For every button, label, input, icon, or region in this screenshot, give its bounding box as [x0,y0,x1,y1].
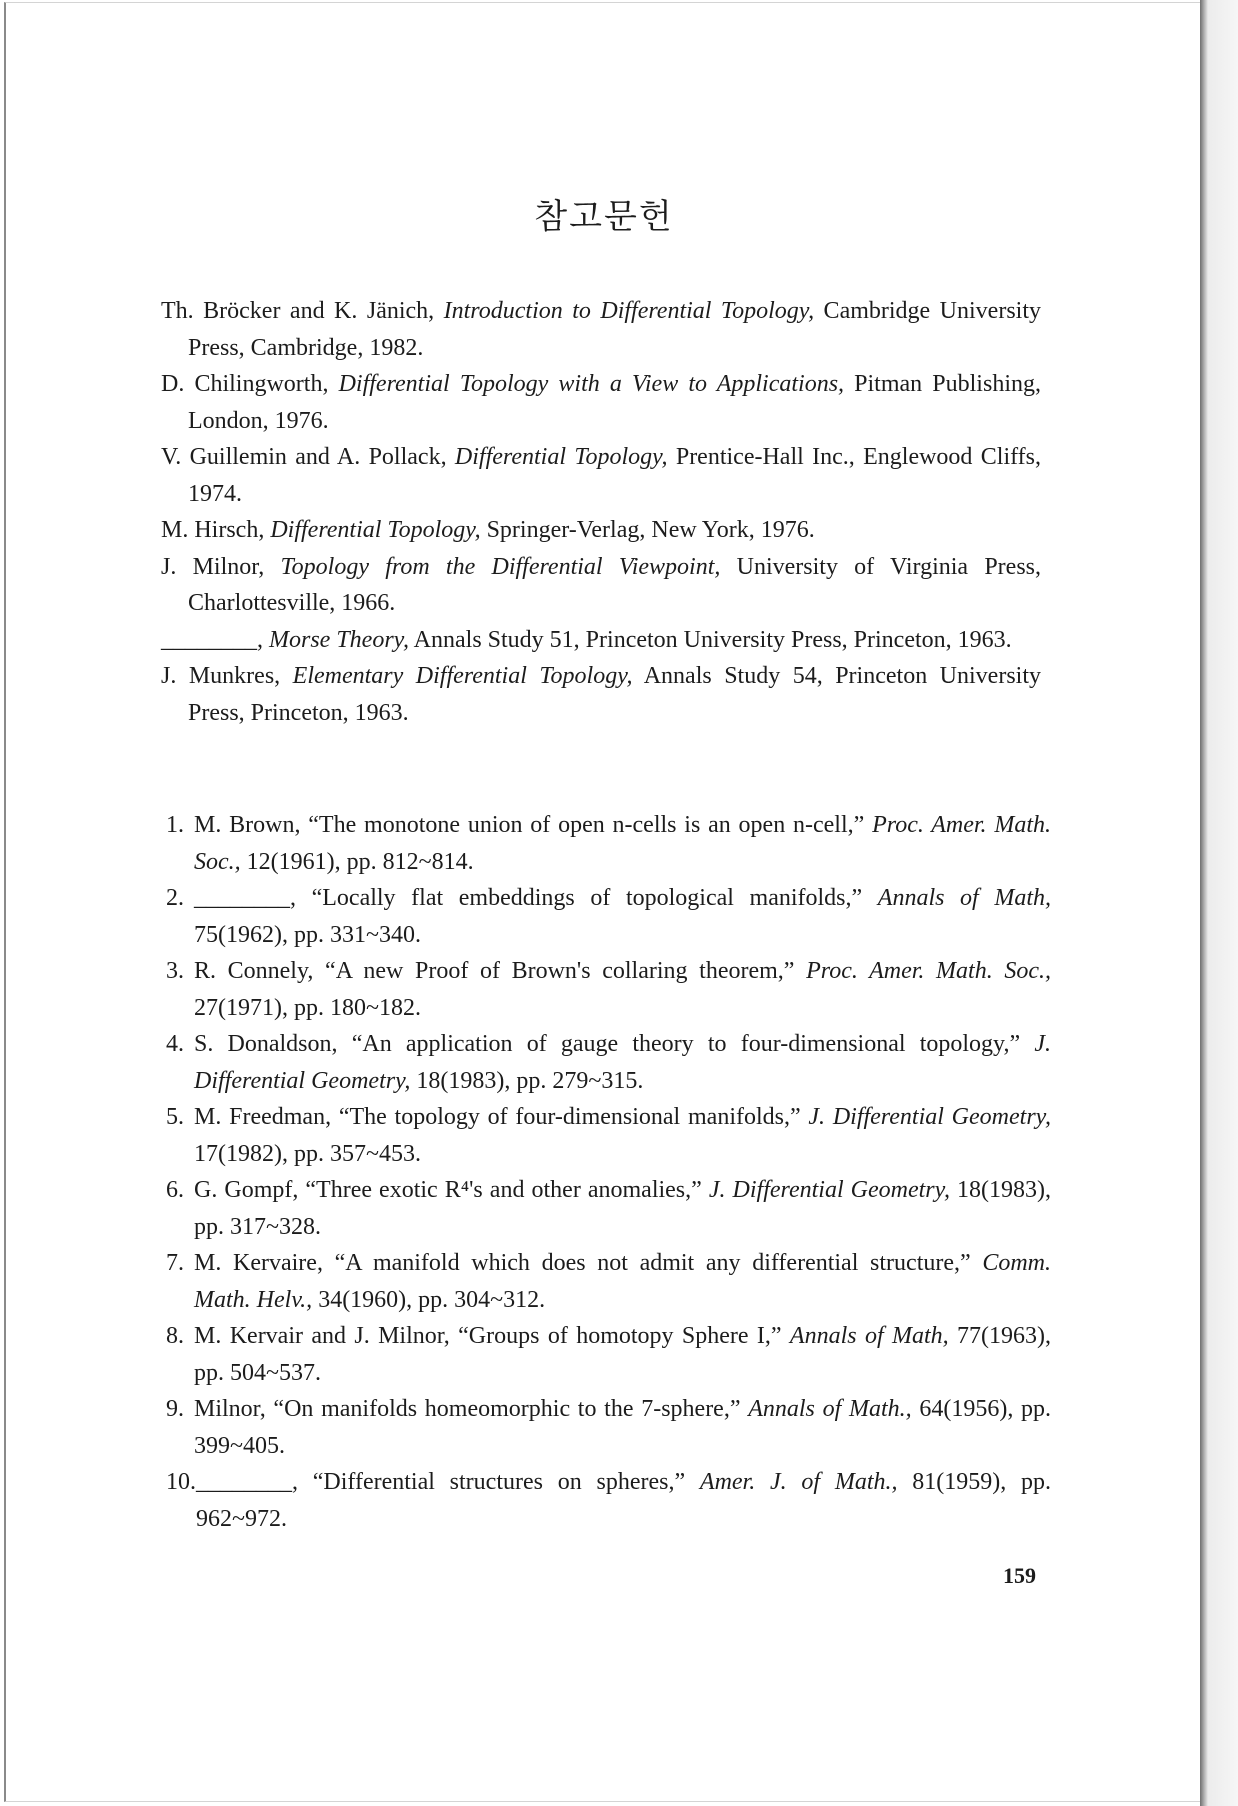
paper-citation: M. Freedman, “The topology of four-dimensional manifolds,” [194,1104,809,1130]
journal-name: Proc. Amer. Math. Soc., [194,812,1052,875]
paper-citation: Milnor, “On manifolds homeomorphic to the 7-sphere,” [194,1396,749,1422]
book-reference [161,512,1041,549]
book-publisher: University of Virginia Press, Charlottesville, 1966. [188,553,1041,616]
book-publisher: Pitman Publishing, London, 1976. [188,371,1041,434]
paper-citation: M. Kervair and J. Milnor, “Groups of homotopy Sphere I,” [194,1323,790,1349]
reference-number: 6. [166,1177,184,1203]
book-reference [161,658,1041,731]
paper-reference [166,1099,1051,1172]
paper-volume-pages: 77(1963), pp. 504~537. [194,1323,1052,1386]
paper-citation: G. Gompf, “Three exotic R⁴'s and other anomalies,” [194,1177,709,1203]
page-number: 159 [1003,1563,1036,1588]
journal-name: J. Differential Geometry, [194,1031,1051,1094]
document-page [4,2,1200,1802]
paper-reference [166,1026,1051,1099]
book-author: Th. Bröcker and K. Jänich, [161,298,444,324]
reference-number: 4. [166,1031,184,1057]
paper-volume-pages: 12(1961), pp. 812~814. [240,848,474,875]
book-title: Differential Topology with a View to Applications, [338,371,845,397]
journal-name: Amer. J. of Math., [699,1469,898,1495]
book-publisher: Cambridge University Press, Cambridge, 1982. [188,298,1041,361]
paper-reference [166,880,1051,953]
paper-citation: M. Brown, “The monotone union of open n-cells is an open n-cell,” [194,812,873,838]
book-author: J. Milnor, [161,553,281,580]
paper-volume-pages: 81(1959), pp. 962~972. [196,1469,1052,1532]
book-publisher: Prentice-Hall Inc., Englewood Cliffs, 1974. [188,444,1041,507]
reference-number: 7. [166,1250,184,1276]
book-publisher: Annals Study 51, Princeton University Press, Princeton, 1963. [409,626,1012,653]
paper-citation: S. Donaldson, “An application of gauge theory to four-dimensional topology,” [194,1031,1035,1057]
journal-name: Annals of Math., [748,1396,912,1422]
paper-citation: R. Connely, “A new Proof of Brown's collaring theorem,” [194,958,807,984]
book-title: Introduction to Differential Topology, [443,298,815,324]
journal-name: J. Differential Geometry, [708,1177,950,1203]
paper-volume-pages: 17(1982), pp. 357~453. [194,1140,421,1167]
paper-citation: ________, “Locally flat embeddings of topological manifolds,” [194,885,878,911]
book-title: Morse Theory, [269,626,409,653]
page-title: 참고문헌 [534,197,674,237]
book-title: Differential Topology, [270,517,481,543]
book-reference [161,622,1041,659]
book-author: ________, [161,626,269,653]
book-references [161,293,1041,731]
reference-number: 1. [166,812,184,838]
paper-reference [166,953,1051,1026]
book-title: Differential Topology, [454,444,668,470]
paper-reference [166,807,1051,880]
page-edge-shadow [1200,0,1238,1806]
paper-reference [166,1245,1051,1318]
paper-reference [166,1391,1051,1464]
paper-reference [166,1172,1051,1245]
reference-number: 2. [166,885,184,911]
reference-number: 5. [166,1104,184,1130]
book-reference [161,293,1041,366]
paper-volume-pages: 34(1960), pp. 304~312. [312,1286,546,1313]
paper-volume-pages: 18(1983), pp. 317~328. [194,1177,1052,1240]
reference-number: 3. [166,958,184,984]
book-author: M. Hirsch, [161,517,271,543]
paper-citation: M. Kervaire, “A manifold which does not admit any differential structure,” [194,1250,983,1276]
paper-citation: ________, “Differential structures on spheres,” [196,1469,700,1495]
book-reference [161,549,1041,622]
paper-volume-pages: 64(1956), pp. 399~405. [194,1396,1052,1459]
book-title: Topology from the Differential Viewpoint, [280,553,721,580]
book-author: J. Munkres, [161,663,293,689]
paper-volume-pages: 27(1971), pp. 180~182. [194,994,421,1021]
book-publisher: Annals Study 54, Princeton University Press, Princeton, 1963. [188,663,1042,726]
book-title: Elementary Differential Topology, [292,663,633,689]
journal-name: Annals of Math, [877,885,1051,911]
book-reference [161,439,1041,512]
paper-volume-pages: 75(1962), pp. 331~340. [194,921,421,948]
book-author: V. Guillemin and A. Pollack, [161,444,455,470]
paper-reference [166,1464,1051,1537]
paper-volume-pages: 18(1983), pp. 279~315. [410,1067,644,1094]
journal-name: J. Differential Geometry, [808,1104,1051,1130]
journal-name: Proc. Amer. Math. Soc., [806,958,1052,984]
reference-number: 9. [166,1396,184,1422]
journal-name: Annals of Math, [789,1323,949,1349]
reference-number: 8. [166,1323,184,1349]
reference-number: 10. [166,1469,196,1495]
paper-reference [166,1318,1051,1391]
paper-references [166,807,1051,1537]
journal-name: Comm. Math. Helv., [194,1250,1051,1313]
book-reference [161,366,1041,439]
book-author: D. Chilingworth, [161,371,339,397]
book-publisher: Springer-Verlag, New York, 1976. [480,517,815,543]
